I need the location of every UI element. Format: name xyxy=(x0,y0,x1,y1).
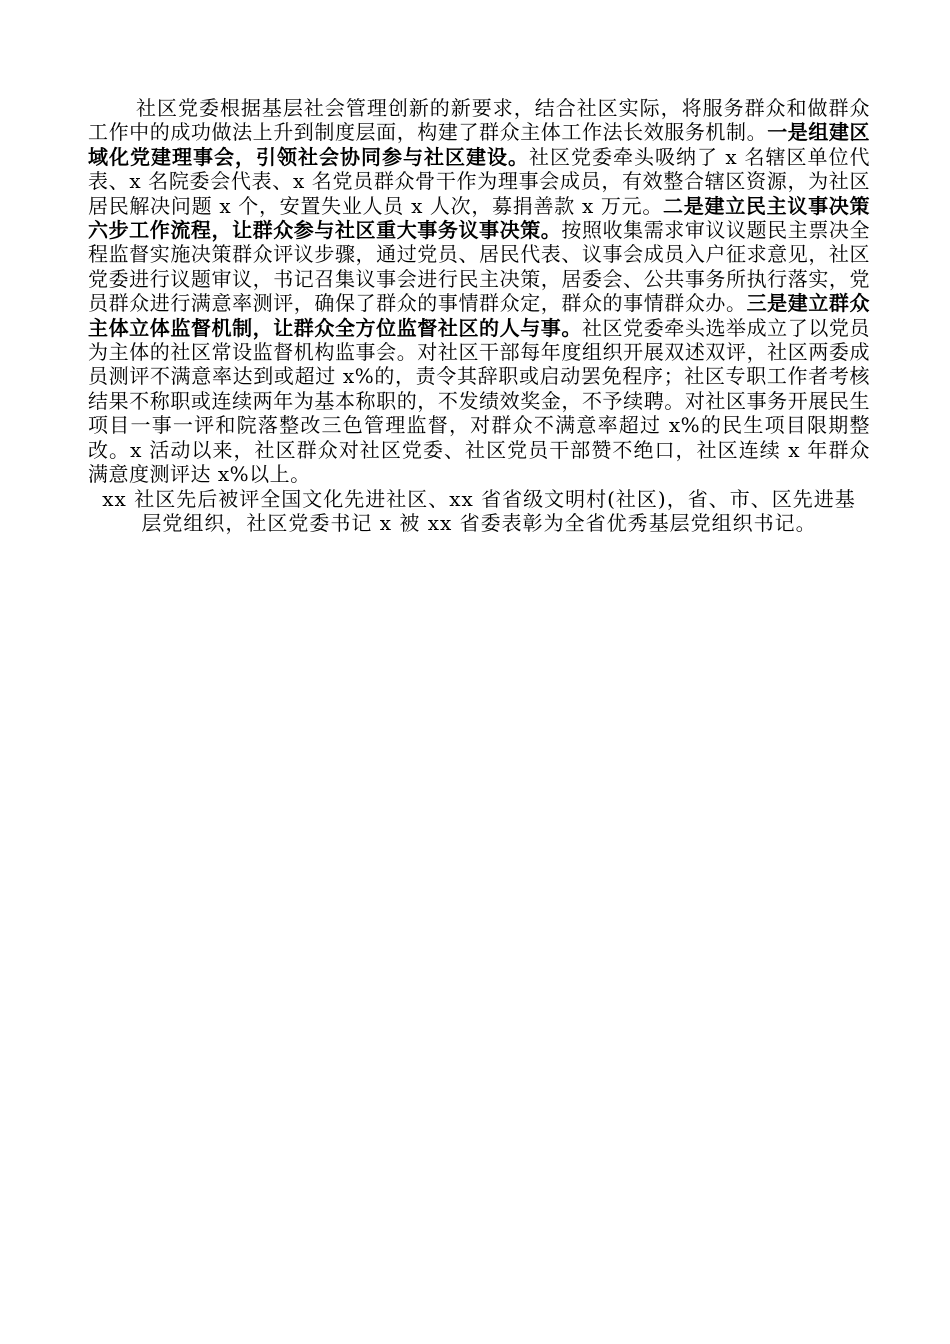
honors-paragraph: xx 社区先后被评全国文化先进社区、xx 省省级文明村(社区)，省、市、区先进基层党组织，社区党委书记 x 被 xx 省委表彰为全省优秀基层党组织书记。 xyxy=(102,486,856,535)
intro-text: 社区党委根据基层社会管理创新的新要求，结合社区实际，将服务群众和做群众工作中的成功做法上升到制度层面，构建了群众主体工作法长效服务机制。 xyxy=(88,96,870,145)
heading-1: 一是组建区域化党建理事会，引领社会协同参与社区建设。 xyxy=(88,120,871,169)
body-1: 社区党委牵头吸纳了 x 名辖区单位代表、x 名院委会代表、x 名党员群众骨干作为理事会成员，有效整合辖区资源，为社区居民解决问题 x 个，安置失业人员 x 人次，募捐善款 x 万元。 xyxy=(88,144,870,218)
heading-3: 三是建立群众主体立体监督机制，让群众全方位监督社区的人与事。 xyxy=(88,291,870,340)
heading-2: 二是建立民主议事决策六步工作流程，让群众参与社区重大事务议事决策。 xyxy=(88,193,871,243)
body-2: 按照收集需求审议议题民主票决全程监督实施决策群众评议步骤，通过党员、居民代表、议事会成员入户征求意见，社区党委进行议题审议，书记召集议事会进行民主决策，居委会、公共事务所执行落实，党员群众进行满意率测评，确保了群众的事情群众定，群众的事情群众办。 xyxy=(88,218,871,316)
main-paragraph xyxy=(88,96,870,487)
document-body xyxy=(88,96,870,535)
body-3: 社区党委牵头选举成立了以党员为主体的社区常设监督机构监事会。对社区干部每年度组织开展双述双评，社区两委成员测评不满意率达到或超过 x%的，责令其辞职或启动罢免程序；社区专职工作者考核结果不称职或连续两年为基本称职的，不发绩效奖金，不予续聘。对社区事务开展民生项目一事一评和院落整改三色管理监督，对群众不满意率超过 x%的民生项目限期整改。x 活动以来，社区群众对社区党委、社区党员干部赞不绝口，社区连续 x 年群众满意度测评达 x%以上。 xyxy=(88,315,871,487)
